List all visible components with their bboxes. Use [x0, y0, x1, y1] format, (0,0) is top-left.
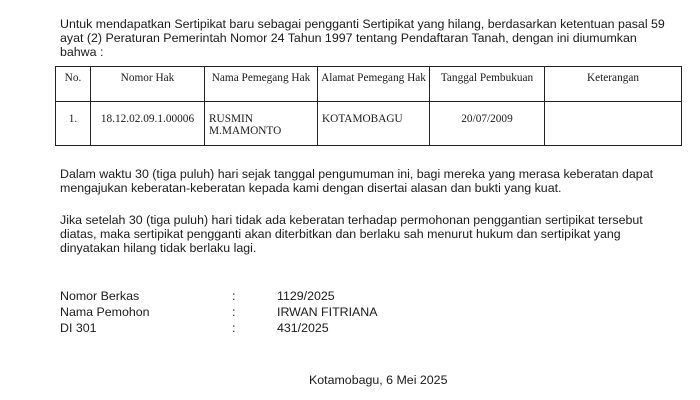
header-nama-pemegang-hak: Nama Pemegang Hak: [205, 67, 318, 102]
info-row-di-301: [60, 321, 460, 337]
info-label: Nama Pemohon: [60, 305, 150, 319]
intro-paragraph: Untuk mendapatkan Sertipikat baru sebagai pengganti Sertipikat yang hilang, berdasarkan ketentuan pasal 59 ayat (2) Peraturan Pemerintah Nomor 24 Tahun 1997 tentang Pendaftaran Tanah, dengan ini diumumkan bahwa :: [60, 17, 665, 59]
info-colon: :: [232, 305, 236, 319]
place-date: Kotamobagu, 6 Mei 2025: [309, 373, 448, 387]
cell-tanggal-pembukuan: 20/07/2009: [430, 102, 545, 146]
info-label: Nomor Berkas: [60, 289, 140, 303]
info-label: DI 301: [60, 321, 97, 335]
header-nomor-hak: Nomor Hak: [91, 67, 205, 102]
header-alamat-pemegang-hak: Alamat Pemegang Hak: [318, 67, 430, 102]
application-info: [60, 289, 460, 337]
cell-nomor-hak: 18.12.02.09.1.00006: [91, 102, 205, 146]
cell-no: 1.: [56, 102, 91, 146]
table-row: [56, 102, 682, 146]
issuance-paragraph: Jika setelah 30 (tiga puluh) hari tidak ada keberatan terhadap permohonan penggantian sertipikat tersebut diatas, maka sertipikat pengganti akan diterbitkan dan berlaku sah menurut hukum dan sertipikat yang dinyatakan hilang tidak berlaku lagi.: [60, 213, 643, 255]
info-value: 1129/2025: [277, 289, 335, 303]
table-header-row: [56, 67, 682, 102]
header-no: No.: [56, 67, 91, 102]
objection-paragraph: Dalam waktu 30 (tiga puluh) hari sejak tanggal pengumuman ini, bagi mereka yang merasa keberatan dapat mengajukan keberatan-keberatan kepada kami dengan disertai alasan dan bukti yang kuat.: [60, 167, 654, 195]
info-value: 431/2025: [277, 321, 329, 335]
info-value: IRWAN FITRIANA: [277, 305, 378, 319]
header-keterangan: Keterangan: [545, 67, 682, 102]
header-tanggal-pembukuan: Tanggal Pembukuan: [430, 67, 545, 102]
cell-nama-pemegang: RUSMIN M.MAMONTO: [205, 102, 318, 146]
cell-alamat-pemegang: KOTAMOBAGU: [318, 102, 430, 146]
info-colon: :: [232, 321, 236, 335]
cell-keterangan: [545, 102, 682, 146]
certificate-table: [55, 66, 682, 146]
info-colon: :: [232, 289, 236, 303]
info-row-nama-pemohon: [60, 305, 460, 321]
info-row-nomor-berkas: [60, 289, 460, 305]
